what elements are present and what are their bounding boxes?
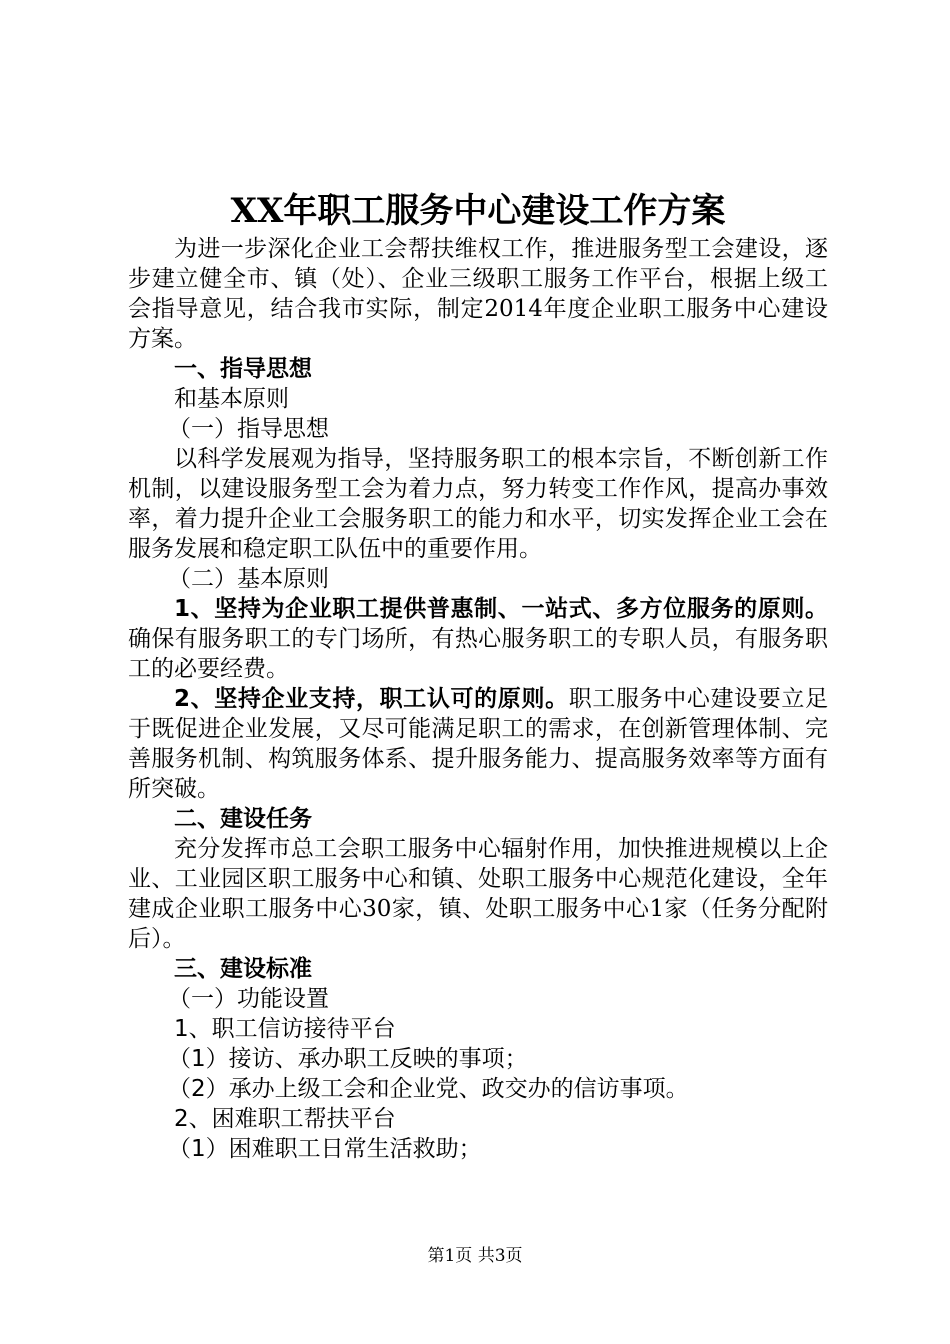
list-item-1b: （2）承办上级工会和企业党、政交办的信访事项。 <box>168 1076 689 1102</box>
principle-2-lead: 2、坚持企业支持，职工认可的原则。 <box>174 686 569 712</box>
list-item-2a: （1）困难职工日常生活救助； <box>168 1136 482 1162</box>
subsection-heading-guiding: （一）指导思想 <box>168 416 329 442</box>
list-item-1: 1、职工信访接待平台 <box>174 1016 396 1042</box>
subsection-heading-functions: （一）功能设置 <box>168 986 329 1012</box>
principle-2-paragraph <box>128 684 828 804</box>
principle-1-paragraph <box>128 594 828 684</box>
section-heading-3: 三、建设标准 <box>174 956 312 982</box>
principle-1-lead: 1、坚持为企业职工提供普惠制、一站式、多方位服务的原则。 <box>174 596 828 622</box>
principle-2-body: 职工服务中心建设要立足于既促进企业发展，又尽可能满足职工的需求，在创新管理体制、完善服务机制、构筑服务体系、提升服务能力、提高服务效率等方面有所突破。 <box>128 686 828 802</box>
section-heading-1-continuation: 和基本原则 <box>174 386 289 412</box>
document-page <box>128 188 828 1164</box>
document-title: XX年职工服务中心建设工作方案 <box>230 191 726 231</box>
section-heading-2: 二、建设任务 <box>174 806 312 832</box>
list-item-2: 2、困难职工帮扶平台 <box>174 1106 396 1132</box>
intro-paragraph: 为进一步深化企业工会帮扶维权工作，推进服务型工会建设，逐步建立健全市、镇（处）、企业三级职工服务工作平台，根据上级工会指导意见，结合我市实际，制定2014年度企业职工服务中心建设方案。 <box>128 236 828 352</box>
principle-1-body: 确保有服务职工的专门场所，有热心服务职工的专职人员，有服务职工的必要经费。 <box>128 626 828 682</box>
list-item-1a: （1）接访、承办职工反映的事项； <box>168 1046 528 1072</box>
page-footer: 第1页 共3页 <box>427 1246 523 1266</box>
tasks-paragraph: 充分发挥市总工会职工服务中心辐射作用，加快推进规模以上企业、工业园区职工服务中心和镇、处职工服务中心规范化建设，全年建成企业职工服务中心30家，镇、处职工服务中心1家（任务分配附后）。 <box>128 836 828 952</box>
subsection-heading-principles: （二）基本原则 <box>168 566 329 592</box>
guiding-paragraph: 以科学发展观为指导，坚持服务职工的根本宗旨，不断创新工作机制，以建设服务型工会为着力点，努力转变工作作风，提高办事效率，着力提升企业工会服务职工的能力和水平，切实发挥企业工会在服务发展和稳定职工队伍中的重要作用。 <box>128 446 828 562</box>
section-heading-1: 一、指导思想 <box>174 356 312 382</box>
